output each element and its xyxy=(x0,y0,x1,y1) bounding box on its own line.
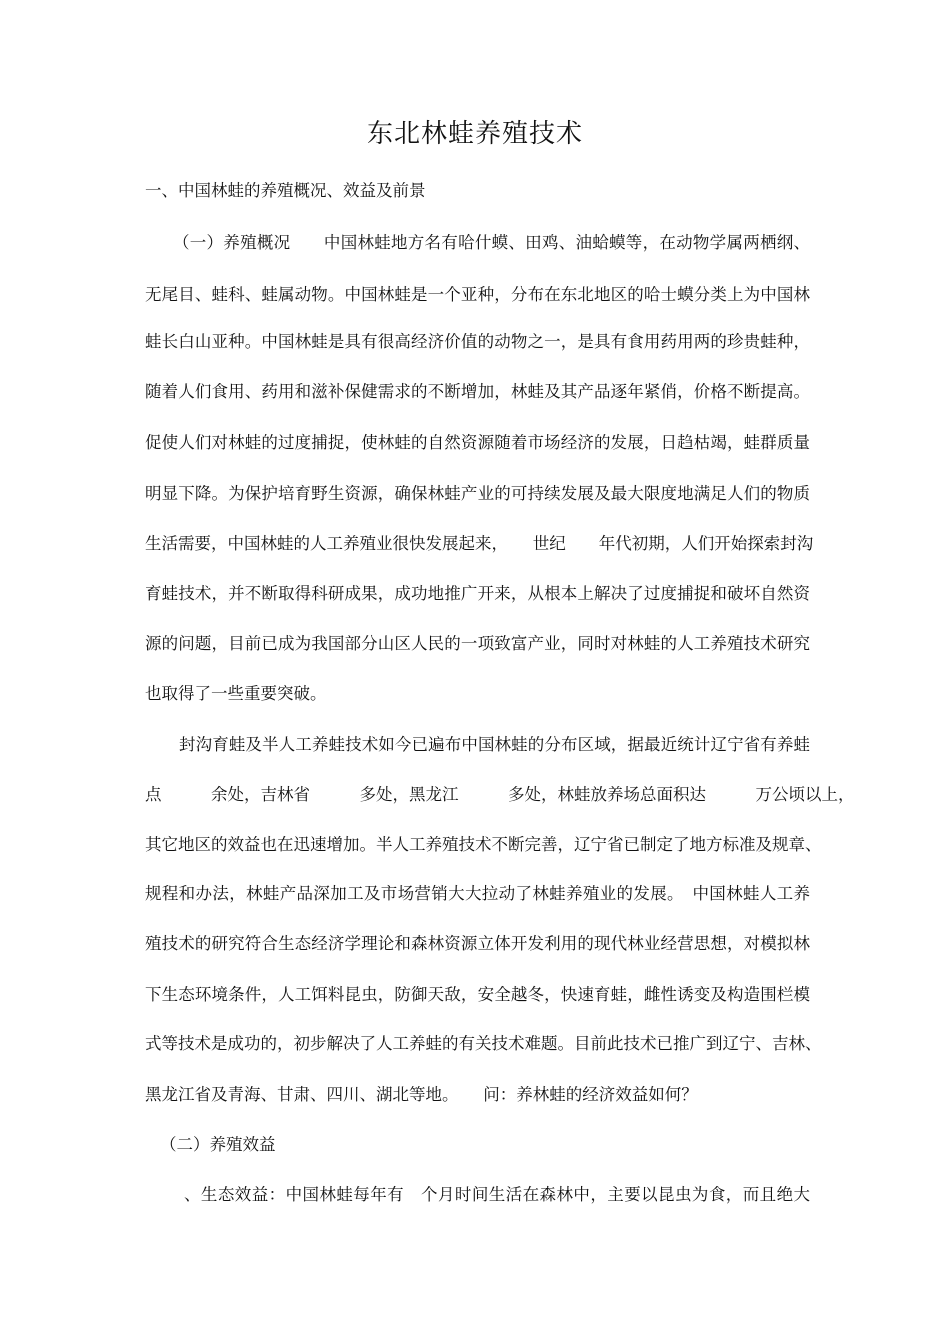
paragraph-line-11: 封沟育蛙及半人工养蛙技术如今已遍布中国林蛙的分布区域，据最近统计辽宁省有养蛙 xyxy=(179,735,810,754)
paragraph-line-14: 规程和办法，林蛙产品深加工及市场营销大大拉动了林蛙养殖业的发展。 中国林蛙人工养 xyxy=(145,884,810,903)
paragraph-line-4: 随着人们食用、药用和滋补保健需求的不断增加，林蛙及其产品逐年紧俏，价格不断提高。 xyxy=(145,382,810,401)
paragraph-line-15: 殖技术的研究符合生态经济学理论和森林资源立体开发利用的现代林业经营思想，对模拟林 xyxy=(145,934,810,953)
paragraph-line-20: 、生态效益：中国林蛙每年有 个月时间生活在森林中，主要以昆虫为食，而且绝大 xyxy=(184,1185,810,1204)
paragraph-line-2: 无尾目、蛙科、蛙属动物。中国林蛙是一个亚种，分布在东北地区的哈士蟆分类上为中国林 xyxy=(145,285,810,304)
paragraph-line-16: 下生态环境条件，人工饵料昆虫，防御天敌，安全越冬，快速育蛙，雌性诱变及构造围栏模 xyxy=(145,985,810,1004)
paragraph-line-8: 育蛙技术，并不断取得科研成果，成功地推广开来，从根本上解决了过度捕捉和破坏自然资 xyxy=(145,584,810,603)
paragraph-line-7: 生活需要，中国林蛙的人工养殖业很快发展起来， 世纪 年代初期，人们开始探索封沟 xyxy=(145,534,814,553)
section-heading-1: 一、中国林蛙的养殖概况、效益及前景 xyxy=(145,181,426,200)
paragraph-line-12: 点 余处，吉林省 多处，黑龙江 多处，林蛙放养场总面积达 万公顷以上， xyxy=(145,785,855,804)
paragraph-line-5: 促使人们对林蛙的过度捕捉，使林蛙的自然资源随着市场经济的发展，日趋枯竭，蛙群质量 xyxy=(145,433,810,452)
paragraph-line-6: 明显下降。为保护培育野生资源，确保林蛙产业的可持续发展及最大限度地满足人们的物质 xyxy=(145,484,810,503)
paragraph-line-17: 式等技术是成功的，初步解决了人工养蛙的有关技术难题。目前此技术已推广到辽宁、吉林、 xyxy=(145,1034,822,1053)
paragraph-line-10: 也取得了一些重要突破。 xyxy=(145,684,327,703)
paragraph-line-1: （一）养殖概况 中国林蛙地方名有哈什蟆、田鸡、油蛤蟆等，在动物学属两栖纲、 xyxy=(173,233,810,252)
paragraph-line-13: 其它地区的效益也在迅速增加。半人工养殖技术不断完善，辽宁省已制定了地方标准及规章、 xyxy=(145,835,822,854)
paragraph-line-3: 蛙长白山亚种。中国林蛙是具有很高经济价值的动物之一，是具有食用药用两的珍贵蛙种， xyxy=(145,332,810,351)
paragraph-line-18: 黑龙江省及青海、甘肃、四川、湖北等地。 问：养林蛙的经济效益如何？ xyxy=(145,1085,698,1104)
paragraph-line-9: 源的问题，目前已成为我国部分山区人民的一项致富产业，同时对林蛙的人工养殖技术研究 xyxy=(145,634,810,653)
document-title: 东北林蛙养殖技术 xyxy=(366,119,583,149)
section-heading-2: （二）养殖效益 xyxy=(160,1135,276,1154)
